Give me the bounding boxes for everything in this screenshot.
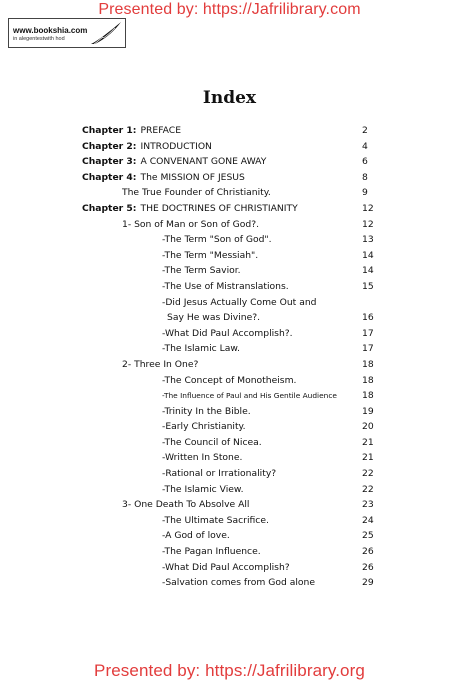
toc-entry[interactable]: [0, 575, 459, 591]
entry-title: -Did Jesus Actually Come Out and: [162, 296, 317, 308]
toc-entry[interactable]: [0, 528, 459, 544]
watermark-bottom: Presented by: https://Jafrilibrary.org: [94, 661, 365, 680]
entry-title: The True Founder of Christianity.: [122, 187, 271, 199]
entry-title: -Rational or Irrationality?: [162, 468, 277, 480]
entry-title: -The Ultimate Sacrifice.: [162, 514, 269, 526]
toc-entry[interactable]: [0, 248, 459, 264]
page-number: 29: [362, 577, 374, 589]
chapter-label: Chapter 4:: [82, 171, 137, 183]
toc-entry[interactable]: [0, 404, 459, 420]
entry-title: -Early Christianity.: [162, 421, 246, 433]
toc-entry[interactable]: [0, 482, 459, 498]
entry-title: -The Term "Son of God".: [162, 234, 272, 246]
toc-entry[interactable]: [0, 263, 459, 279]
toc-entry[interactable]: [0, 388, 459, 404]
page-number: 26: [362, 546, 374, 558]
entry-title: -The Islamic View.: [162, 483, 244, 495]
page-number: 26: [362, 561, 374, 573]
entry-title: -Salvation comes from God alone: [162, 577, 315, 589]
toc-entry[interactable]: [0, 466, 459, 482]
entry-title: -The Council of Nicea.: [162, 436, 262, 448]
toc-entry[interactable]: [0, 544, 459, 560]
page-number: 13: [362, 234, 374, 246]
page-number: 18: [362, 390, 374, 402]
toc-entry[interactable]: [0, 450, 459, 466]
entry-title: -A God of love.: [162, 530, 230, 542]
toc-entry[interactable]: [0, 497, 459, 513]
entry-title: -Written In Stone.: [162, 452, 243, 464]
toc-entry[interactable]: [0, 341, 459, 357]
watermark-top: Presented by: https://Jafrilibrary.com: [98, 1, 361, 18]
entry-title: 1- Son of Man or Son of God?.: [122, 218, 260, 230]
page-number: 14: [362, 249, 374, 261]
site-logo[interactable]: [8, 18, 126, 48]
entry-title: INTRODUCTION: [140, 140, 212, 152]
entry-title: -The Islamic Law.: [162, 343, 240, 355]
page-number: 21: [362, 452, 374, 464]
toc-entry[interactable]: [0, 435, 459, 451]
toc-entry[interactable]: [0, 217, 459, 233]
page-number: 21: [362, 436, 374, 448]
entry-title: THE DOCTRINES OF CHRISTIANITY: [140, 202, 298, 214]
logo-site-name: www.bookshia.com: [13, 26, 88, 35]
entry-title: A CONVENANT GONE AWAY: [140, 156, 267, 168]
entry-title: -The Pagan Influence.: [162, 546, 261, 558]
toc-entry[interactable]: [0, 201, 459, 217]
page-number: 17: [362, 343, 374, 355]
page-number: 4: [362, 140, 368, 152]
toc-entry[interactable]: [0, 170, 459, 186]
page-number: 17: [362, 327, 374, 339]
entry-title: -The Term Savior.: [162, 265, 241, 277]
page-number: 16: [362, 312, 374, 324]
toc-entry[interactable]: [0, 295, 459, 311]
page-number: 15: [362, 280, 374, 292]
toc-entry[interactable]: [0, 139, 459, 155]
entry-title: -Trinity In the Bible.: [162, 405, 251, 417]
page-number: 25: [362, 530, 374, 542]
entry-title: -The Influence of Paul and His Gentile Audience: [162, 391, 337, 401]
toc-entry[interactable]: [0, 310, 459, 326]
toc-entry[interactable]: [0, 279, 459, 295]
page-number: 18: [362, 374, 374, 386]
entry-title: -The Concept of Monotheism.: [162, 374, 297, 386]
toc-entry[interactable]: [0, 123, 459, 139]
toc-entry[interactable]: [0, 560, 459, 576]
entry-title: PREFACE: [140, 125, 181, 136]
page-number: 14: [362, 265, 374, 277]
page-number: 6: [362, 156, 368, 168]
entry-title: -The Term "Messiah".: [162, 249, 259, 261]
page-number: 9: [362, 187, 368, 199]
toc-entry[interactable]: [0, 185, 459, 201]
logo-tagline: in alegentestwith hod: [13, 36, 65, 42]
page-number: 8: [362, 171, 368, 183]
table-of-contents: [0, 123, 459, 591]
toc-entry[interactable]: [0, 373, 459, 389]
page-number: 2: [362, 125, 368, 136]
toc-entry[interactable]: [0, 232, 459, 248]
page-number: 12: [362, 202, 374, 214]
quill-pen-icon: [89, 20, 123, 47]
entry-title: 2- Three In One?: [122, 358, 199, 370]
page-title: Index: [202, 88, 257, 108]
toc-entry[interactable]: [0, 513, 459, 529]
entry-title: -What Did Paul Accomplish?: [162, 561, 290, 573]
page-number: 22: [362, 483, 374, 495]
toc-entry[interactable]: [0, 419, 459, 435]
entry-title: -What Did Paul Accomplish?.: [162, 327, 293, 339]
entry-title: 3- One Death To Absolve All: [122, 499, 250, 511]
page-number: 20: [362, 421, 374, 433]
chapter-label: Chapter 1:: [82, 125, 137, 136]
toc-entry[interactable]: [0, 357, 459, 373]
page-number: 12: [362, 218, 374, 230]
toc-entry[interactable]: [0, 154, 459, 170]
chapter-label: Chapter 5:: [82, 202, 137, 214]
page-number: 19: [362, 405, 374, 417]
entry-title: Say He was Divine?.: [167, 312, 261, 324]
page-number: 23: [362, 499, 374, 511]
page-number: 24: [362, 514, 374, 526]
chapter-label: Chapter 2:: [82, 140, 137, 152]
chapter-label: Chapter 3:: [82, 156, 137, 168]
page-number: 18: [362, 358, 374, 370]
entry-title: -The Use of Mistranslations.: [162, 280, 289, 292]
page-number: 22: [362, 468, 374, 480]
entry-title: The MISSION OF JESUS: [140, 171, 245, 183]
toc-entry[interactable]: [0, 326, 459, 342]
